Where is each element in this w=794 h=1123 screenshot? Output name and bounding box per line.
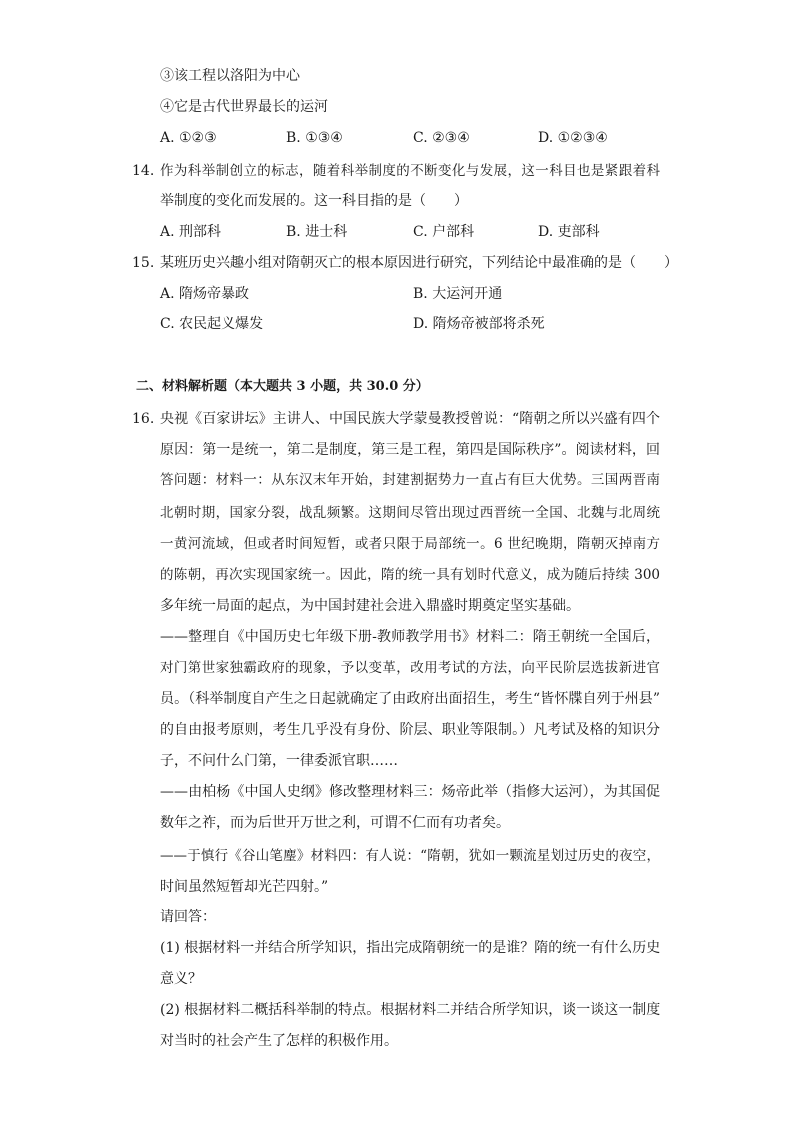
q16-line-9: 对门第世家独霸政府的现象，予以变革，改用考试的方法，向平民阶层选拔新进官 [160, 660, 660, 676]
q16-subquestion-2-line-2: 对当时的社会产生了怎样的积极作用。 [160, 1033, 398, 1049]
q16-line-8: ——整理自《中国历史七年级下册-教师教学用书》材料二：隋王朝统一全国后， [160, 629, 660, 645]
q16-line-15: ——于慎行《谷山笔麈》材料四：有人说：“隋朝，犹如一颗流星划过历史的夜空， [160, 848, 660, 864]
q16-line-4: 北朝时期，国家分裂，战乱频繁。这期间尽管出现过西晋统一全国、北魏与北周统 [160, 505, 660, 521]
q13-option-a: A. ①②③ [160, 130, 217, 146]
q16-line-7: 多年统一局面的起点，为中国封建社会进入鼎盛时期奠定坚实基础。 [160, 598, 580, 614]
q16-line-3: 答问题：材料一：从东汉末年开始，封建割据势力一直占有巨大优势。三国两晋南 [160, 472, 660, 488]
q13-option-d: D. ①②③④ [538, 130, 608, 146]
q16-line-2: 原因：第一是统一，第二是制度，第三是工程，第四是国际秩序”。阅读材料，回 [160, 442, 660, 458]
q16-prompt: 请回答： [160, 909, 216, 925]
q16-subquestion-2-line-1: (2) 根据材料二概括科举制的特点。根据材料二并结合所学知识，谈一谈这一制度 [160, 1002, 661, 1018]
q16-line-11: 的自由报考原则，考生几乎没有身份、阶层、职业等限制。）凡考试及格的知识分 [160, 722, 660, 738]
q15-option-a: A. 隋炀帝暴政 [160, 286, 250, 302]
q14-option-d: D. 吏部科 [538, 224, 600, 240]
q16-line-5: 一黄河流域，但或者时间短暂，或者只限于局部统一。6 世纪晚期，隋朝灭掉南方 [160, 536, 660, 552]
q13-item-4: ④它是古代世界最长的运河 [160, 99, 328, 115]
q16-line-1: 央视《百家讲坛》主讲人、中国民族大学蒙曼教授曾说：“隋朝之所以兴盛有四个 [160, 411, 660, 427]
q13-item-3: ③该工程以洛阳为中心 [160, 68, 300, 84]
q15-number: 15. [132, 255, 155, 271]
q14-stem-line-1: 作为科举制创立的标志，随着科举制度的不断变化与发展，这一科目也是紧跟着科 [160, 163, 660, 179]
q14-number: 14. [132, 163, 155, 179]
q15-option-b: B. 大运河开通 [413, 286, 503, 302]
q14-option-c: C. 户部科 [413, 224, 475, 240]
q16-subquestion-1-line-1: (1) 根据材料一并结合所学知识，指出完成隋朝统一的是谁？隋的统一有什么历史 [160, 940, 661, 956]
q15-option-c: C. 农民起义爆发 [160, 316, 264, 332]
q14-option-a: A. 刑部科 [160, 224, 222, 240]
q16-line-6: 的陈朝，再次实现国家统一。因此，隋的统一具有划时代意义，成为随后持续 300 [160, 567, 660, 583]
q16-number: 16. [132, 411, 155, 427]
section-heading: 二、材料解析题（本大题共 3 小题，共 30.0 分） [136, 379, 429, 394]
q16-line-12: 子，不问什么门第，一律委派官职…… [160, 753, 398, 769]
q16-line-14: 数年之祚，而为后世开万世之利，可谓不仁而有功者矣。 [160, 815, 510, 831]
q16-subquestion-1-line-2: 意义？ [160, 971, 202, 987]
q14-option-b: B. 进士科 [286, 224, 348, 240]
q16-line-10: 员。（科举制度自产生之日起就确定了由政府出面招生，考生“皆怀牒自列于州县” [160, 691, 660, 707]
q13-option-b: B. ①③④ [286, 130, 343, 146]
q13-option-c: C. ②③④ [413, 130, 470, 146]
q15-stem: 某班历史兴趣小组对隋朝灭亡的根本原因进行研究，下列结论中最准确的是（ ） [160, 255, 678, 271]
q16-line-16: 时间虽然短暂却光芒四射。” [160, 879, 329, 895]
q15-option-d: D. 隋炀帝被部将杀死 [413, 316, 545, 332]
q16-line-13: ——由柏杨《中国人史纲》修改整理材料三：炀帝此举（指修大运河），为其国促 [160, 784, 660, 800]
q14-stem-line-2: 举制度的变化而发展的。这一科目指的是（ ） [160, 193, 468, 209]
